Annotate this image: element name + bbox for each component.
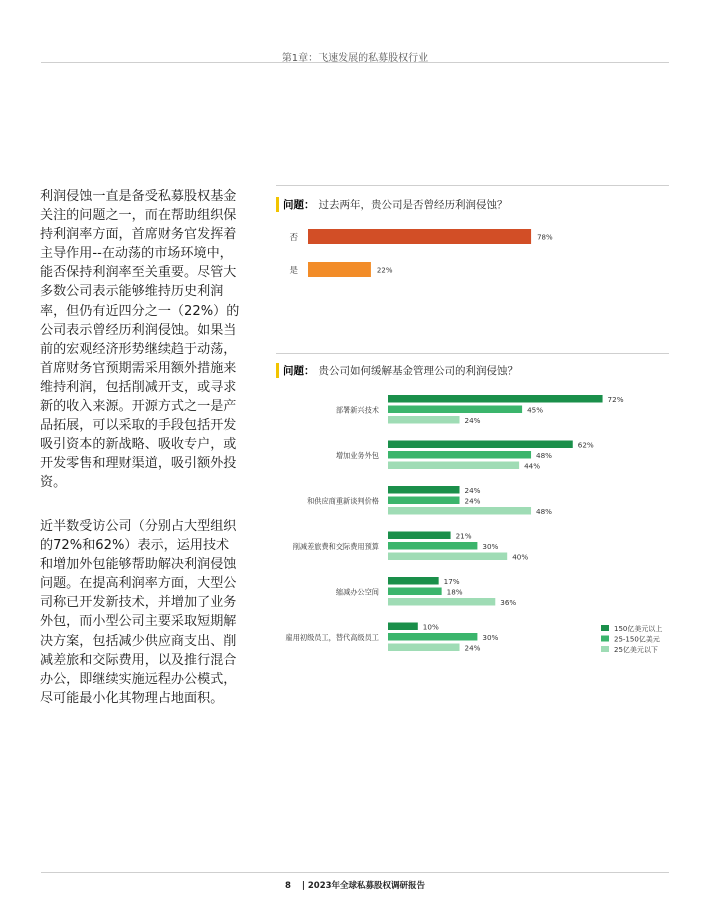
chart2-value-label: 24% — [464, 416, 481, 425]
chart1-bar — [308, 229, 531, 244]
chart1-value-label: 78% — [537, 233, 553, 242]
chart1-category-label: 否 — [289, 233, 298, 243]
chart2-bar — [388, 416, 460, 424]
chart2-legend-label: 25亿美元以下 — [614, 646, 658, 654]
chart2-value-label: 24% — [464, 486, 481, 495]
chart2-bar — [388, 598, 495, 606]
chart2-category-label: 雇用初级员工，替代高级员工 — [285, 632, 379, 642]
chart2-bar — [388, 588, 442, 596]
chart1-question-text: 过去两年，贵公司是否曾经历利润侵蚀？ — [318, 198, 508, 211]
chart2-top-rule — [276, 353, 669, 354]
chart2-value-label: 36% — [500, 598, 517, 607]
chart2-category-label: 增加业务外包 — [335, 450, 379, 460]
chart2-legend-swatch — [601, 636, 609, 642]
chart2-bar — [388, 623, 418, 631]
chart2-value-label: 48% — [536, 507, 553, 516]
chart2-question-tag: 问题： — [276, 363, 315, 378]
chart2-legend-swatch — [601, 625, 609, 631]
report-title: | 2023年全球私募股权调研报告 — [301, 881, 426, 891]
chart2-bar — [388, 497, 460, 505]
chart1-category-label: 是 — [289, 266, 298, 276]
chart2-value-label: 10% — [422, 622, 439, 632]
chart2-bar — [388, 553, 507, 561]
chart2-value-label: 18% — [446, 587, 463, 597]
chart2-bar — [388, 542, 477, 550]
chart1-top-rule — [276, 185, 669, 186]
page-header: 第1章：飞速发展的私募股权行业 — [281, 53, 429, 64]
chart1-bar-chart — [276, 220, 676, 290]
footer-divider — [41, 872, 669, 873]
chart2-bar — [388, 406, 522, 414]
page-footer — [0, 879, 710, 891]
chart2-bar — [388, 486, 460, 494]
chart2-bar — [388, 462, 519, 470]
chart1-question-tag: 问题： — [276, 197, 315, 212]
chart2-bar — [388, 507, 531, 515]
chart2-value-label: 44% — [524, 461, 541, 471]
chart2-bar — [388, 451, 531, 459]
chart2-bar — [388, 532, 451, 540]
chart1-bar — [308, 262, 371, 277]
chart2-category-label: 和供应商重新谈判价格 — [307, 496, 379, 506]
chart2-legend-label: 25-150亿美元 — [614, 635, 660, 644]
chart2-value-label: 21% — [455, 531, 472, 541]
chart2-value-label: 17% — [443, 577, 460, 586]
chart2-value-label: 24% — [464, 496, 481, 506]
body-paragraph-2: 近半数受访公司（分别占大型组织的72%和62%）表示，运用技术和增加外包能够帮助解决利润侵蚀问题。在提高利润率方面，大型公司称已开发新技术，并增加了业务外包，而小型公司主要采取短期解决方案，包括减少供应商支出、削减差旅和交际费用，以及推行混合办公，即继续实施远程办公模式，尽可能最小化其物理占地面积。 — [40, 519, 237, 706]
chart2-question-text: 贵公司如何缓解基金管理公司的利润侵蚀？ — [318, 364, 518, 377]
body-paragraph-1: 利润侵蚀一直是备受私募股权基金关注的问题之一，而在帮助组织保持利润率方面，首席财务官发挥着主导作用--在动荡的市场环境中，能否保持利润率至关重要。尽管大多数公司表示能够维持历史利润率，但仍有近四分之一（22%）的公司表示曾经历利润侵蚀。如果当前的宏观经济形势继续趋于动荡，首席财务官预期需采用额外措施来维持利润，包括削减开支，或寻求新的收入来源。开源方式之一是产品拓展，可以采取的手段包括开发吸引资本的新战略、吸收专户，或开发零售和理财渠道，吸引额外投资。 — [40, 189, 240, 491]
chart1-question — [276, 192, 508, 216]
chart2-value-label: 30% — [482, 542, 499, 551]
chart2-value-label: 72% — [607, 395, 624, 404]
chart2-legend-label: 150亿美元以上 — [614, 625, 663, 633]
chart2-category-label: 缩减办公空间 — [335, 587, 379, 597]
chart2-grouped-bar-chart — [276, 388, 676, 663]
header-divider — [41, 62, 669, 63]
chart2-bar — [388, 633, 477, 641]
chart1-value-label: 22% — [376, 266, 393, 275]
page-number: 8 — [284, 881, 291, 891]
chart2-value-label: 45% — [527, 405, 544, 415]
chart2-category-label: 部署新兴技术 — [335, 405, 379, 415]
chart2-value-label: 40% — [512, 552, 529, 562]
chart2-bar — [388, 441, 573, 449]
chart2-question — [276, 358, 518, 382]
chart2-value-label: 24% — [464, 643, 481, 653]
chart2-bar — [388, 644, 460, 652]
chart2-category-label: 削减差旅费和交际费用预算 — [292, 541, 379, 551]
chart2-bar — [388, 395, 603, 403]
chart2-value-label: 62% — [577, 440, 594, 450]
chart2-value-label: 48% — [536, 451, 553, 460]
chart2-bar — [388, 577, 439, 585]
chart2-legend-swatch — [601, 646, 609, 652]
chart2-value-label: 30% — [482, 633, 499, 642]
